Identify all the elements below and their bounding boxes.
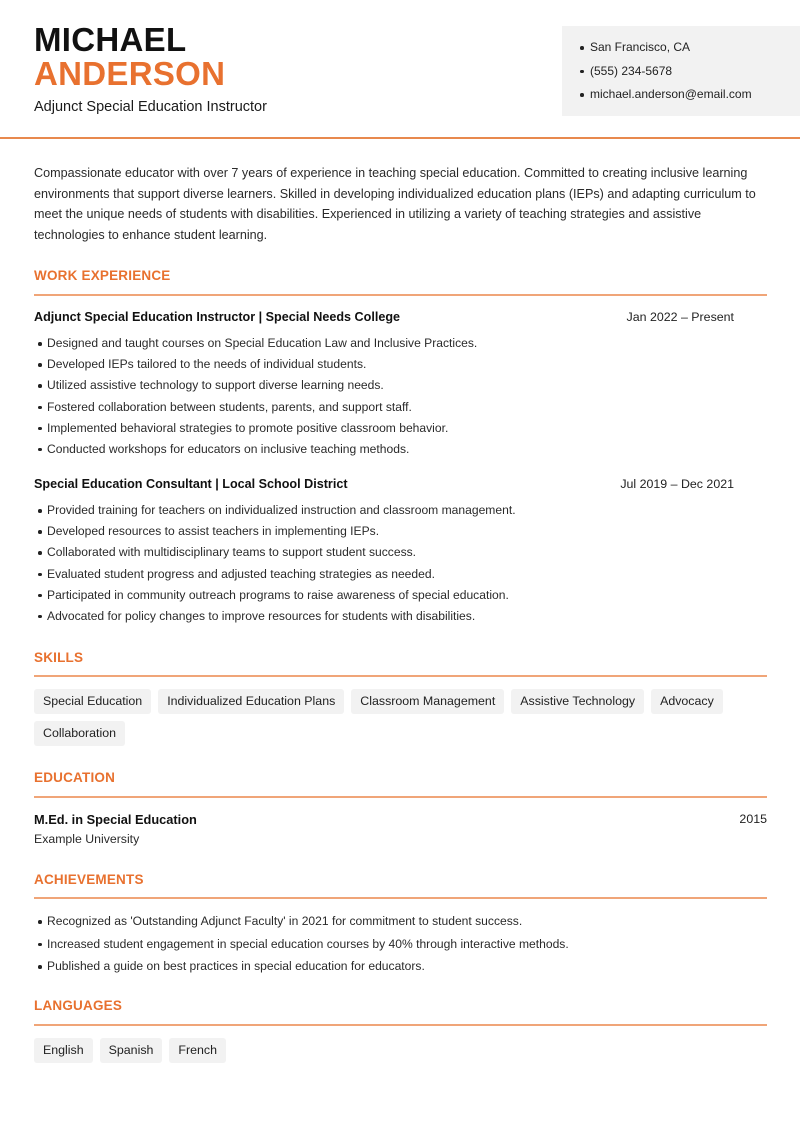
- language-tag: French: [169, 1038, 226, 1063]
- bullet-icon: [38, 594, 42, 598]
- skill-tag: Individualized Education Plans: [158, 689, 344, 714]
- list-item-text: Evaluated student progress and adjusted teaching strategies as needed.: [47, 566, 435, 581]
- list-item: [38, 524, 758, 545]
- job-1-dates: Jan 2022 – Present: [626, 310, 734, 324]
- job-1-header: [34, 310, 767, 324]
- section-divider: [34, 796, 767, 798]
- job-1-role: Adjunct Special Education Instructor | Special Needs College: [34, 310, 401, 324]
- list-item: [38, 567, 758, 588]
- bullet-icon: [38, 384, 42, 388]
- education-year: 2015: [739, 812, 767, 826]
- bullet-icon: [38, 573, 42, 577]
- section-divider: [34, 294, 767, 296]
- bullet-icon: [580, 93, 584, 97]
- bullet-icon: [38, 448, 42, 452]
- list-item: [38, 914, 768, 937]
- list-item-text: Conducted workshops for educators on inclusive teaching methods.: [47, 441, 410, 456]
- list-item: [38, 336, 758, 357]
- languages-heading: LANGUAGES: [34, 998, 123, 1013]
- list-item: [38, 503, 758, 524]
- bullet-icon: [38, 920, 42, 924]
- job-1-bullets: [38, 336, 758, 463]
- skill-tag: Advocacy: [651, 689, 723, 714]
- list-item-text: Increased student engagement in special education courses by 40% through interactive methods.: [47, 936, 569, 951]
- bullet-icon: [38, 615, 42, 619]
- bullet-icon: [580, 46, 584, 50]
- language-tag: English: [34, 1038, 93, 1063]
- bullet-icon: [580, 70, 584, 74]
- achievements-heading: ACHIEVEMENTS: [34, 872, 144, 887]
- language-tag: Spanish: [100, 1038, 163, 1063]
- bullet-icon: [38, 427, 42, 431]
- resume-header: [0, 0, 800, 139]
- skill-tag: Classroom Management: [351, 689, 504, 714]
- list-item: [38, 421, 758, 442]
- list-item-text: Advocated for policy changes to improve resources for students with disabilities.: [47, 608, 476, 623]
- bullet-icon: [38, 363, 42, 367]
- last-name: ANDERSON: [34, 55, 226, 92]
- list-item-text: Provided training for teachers on individualized instruction and classroom management.: [47, 503, 516, 517]
- list-item: [38, 937, 768, 960]
- bullet-icon: [38, 551, 42, 555]
- contact-box: [562, 26, 800, 116]
- contact-email: [580, 86, 800, 110]
- job-2-dates: Jul 2019 – Dec 2021: [620, 477, 734, 491]
- list-item: [38, 588, 758, 609]
- section-divider: [34, 897, 767, 899]
- bullet-icon: [38, 406, 42, 410]
- job-2-bullets: [38, 503, 758, 630]
- education-heading: EDUCATION: [34, 770, 116, 785]
- list-item-text: Recognized as 'Outstanding Adjunct Faculty' in 2021 for commitment to student success.: [47, 914, 523, 928]
- list-item: [38, 442, 758, 463]
- education-degree: M.Ed. in Special Education: [34, 812, 197, 827]
- list-item-text: Developed resources to assist teachers in implementing IEPs.: [47, 524, 380, 539]
- list-item: [38, 378, 758, 399]
- achievements-list: [38, 914, 768, 982]
- list-item-text: Published a guide on best practices in special education for educators.: [47, 959, 425, 973]
- skill-tag: Assistive Technology: [511, 689, 644, 714]
- skills-heading: SKILLS: [34, 650, 84, 665]
- contact-phone: [580, 63, 800, 87]
- bullet-icon: [38, 965, 42, 969]
- language-tags: [34, 1038, 769, 1070]
- list-item-text: Participated in community outreach programs to raise awareness of special education.: [47, 587, 509, 602]
- bullet-icon: [38, 509, 42, 513]
- skills-tags: [34, 689, 769, 753]
- section-divider: [34, 675, 767, 677]
- section-divider: [34, 1024, 767, 1026]
- list-item-text: Implemented behavioral strategies to promote positive classroom behavior.: [47, 420, 449, 435]
- education-school: Example University: [34, 832, 140, 846]
- work-experience-heading: WORK EXPERIENCE: [34, 268, 171, 283]
- list-item-text: Fostered collaboration between students, parents, and support staff.: [47, 399, 412, 414]
- bullet-icon: [38, 943, 42, 947]
- list-item: [38, 959, 768, 982]
- first-name: MICHAEL: [34, 21, 187, 58]
- skill-tag: Collaboration: [34, 721, 125, 746]
- contact-phone-text: (555) 234-5678: [590, 63, 673, 78]
- list-item: [38, 400, 758, 421]
- bullet-icon: [38, 342, 42, 346]
- list-item: [38, 609, 758, 630]
- professional-summary: Compassionate educator with over 7 years of experience in teaching special education. Committed to creating inclusive learning environments that support diverse learners. Skilled in developing individualized education plans (IEPs) and adapting curriculum to meet the unique needs of students with disabilities. Experienced in utilizing a variety of teaching strategies and assistive technologies to enhance student learning.: [34, 166, 756, 242]
- list-item-text: Developed IEPs tailored to the needs of individual students.: [47, 357, 367, 372]
- list-item: [38, 357, 758, 378]
- contact-email-text: michael.anderson@email.com: [590, 87, 752, 101]
- contact-location-text: San Francisco, CA: [590, 40, 691, 54]
- job-title: Adjunct Special Education Instructor: [34, 99, 267, 115]
- list-item-text: Designed and taught courses on Special Education Law and Inclusive Practices.: [47, 336, 478, 350]
- job-2-header: [34, 477, 767, 491]
- list-item-text: Collaborated with multidisciplinary teams to support student success.: [47, 545, 417, 560]
- skill-tag: Special Education: [34, 689, 151, 714]
- job-2-role: Special Education Consultant | Local School District: [34, 477, 348, 491]
- list-item: [38, 545, 758, 566]
- bullet-icon: [38, 530, 42, 534]
- contact-location: [580, 39, 800, 63]
- list-item-text: Utilized assistive technology to support diverse learning needs.: [47, 378, 384, 393]
